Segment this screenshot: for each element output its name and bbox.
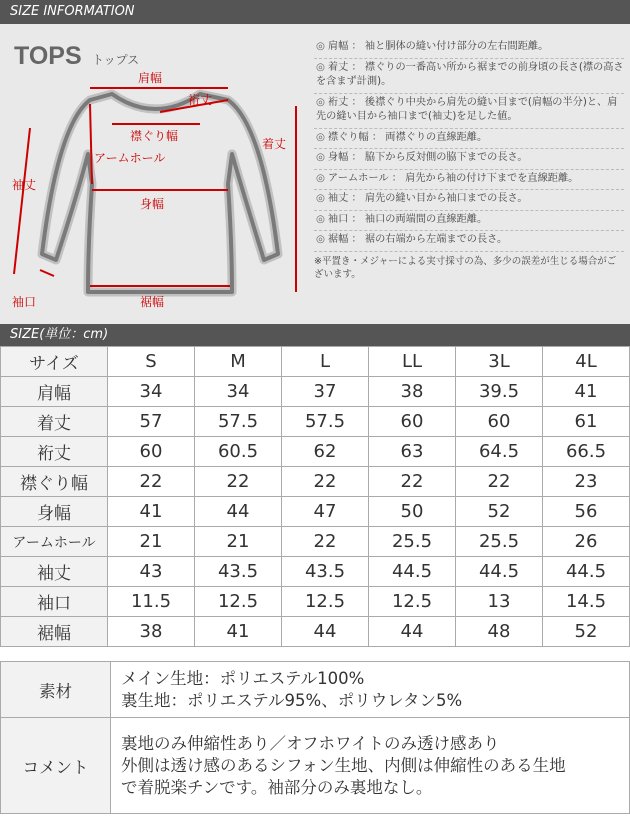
col-header-l: L <box>282 347 369 377</box>
row-header: 裄丈 <box>1 437 108 467</box>
size-value-cell: 56 <box>543 497 630 527</box>
note-sleeve: ◎ 袖丈 ： 肩先の縫い目から袖口までの長さ。 <box>314 190 624 211</box>
size-value-cell: 43.5 <box>195 557 282 587</box>
size-value-cell: 64.5 <box>456 437 543 467</box>
size-table-row <box>1 497 630 527</box>
size-value-cell: 44.5 <box>369 557 456 587</box>
size-value-cell: 37 <box>282 377 369 407</box>
label-sleeve: 袖丈 <box>12 178 37 192</box>
size-value-cell: 25.5 <box>456 527 543 557</box>
garment-diagram <box>0 24 310 324</box>
size-value-cell: 63 <box>369 437 456 467</box>
material-row <box>1 662 630 718</box>
size-value-cell: 44.5 <box>456 557 543 587</box>
material-label: 素材 <box>1 662 111 718</box>
col-header-4l: 4L <box>543 347 630 377</box>
size-value-cell: 22 <box>195 467 282 497</box>
label-armhole: アームホール <box>94 151 166 165</box>
size-value-cell: 52 <box>456 497 543 527</box>
row-header: 着丈 <box>1 407 108 437</box>
comment-label: コメント <box>1 718 111 814</box>
comment-value <box>111 718 630 814</box>
size-table-header-row <box>1 347 630 377</box>
label-cuff: 袖口 <box>12 295 37 309</box>
col-header-m: M <box>195 347 282 377</box>
label-hem: 裾幅 <box>140 295 165 309</box>
row-header: 袖丈 <box>1 557 108 587</box>
size-value-cell: 38 <box>108 617 195 647</box>
note-shoulder: ◎ 肩幅 ： 袖と胴体の縫い付け部分の左右間距離。 <box>314 38 624 59</box>
size-table-row <box>1 377 630 407</box>
note-length: ◎ 着丈 ： 襟ぐりの一番高い所から裾までの前身頃の長さ(襟の高さを含まず計測)。 <box>314 59 624 94</box>
size-value-cell: 13 <box>456 587 543 617</box>
size-value-cell: 57.5 <box>195 407 282 437</box>
size-value-cell: 12.5 <box>195 587 282 617</box>
note-armhole: ◎ アームホール ： 肩先から袖の付け下までを直線距離。 <box>314 170 624 191</box>
tops-kana: トップス <box>92 53 140 67</box>
size-value-cell: 12.5 <box>369 587 456 617</box>
col-header-3l: 3L <box>456 347 543 377</box>
material-comment-table <box>0 661 630 814</box>
size-section-header <box>0 324 630 346</box>
note-body: ◎ 身幅 ： 脇下から反対側の脇下までの長さ。 <box>314 149 624 170</box>
size-value-cell: 44 <box>369 617 456 647</box>
size-value-cell: 41 <box>195 617 282 647</box>
size-value-cell: 41 <box>108 497 195 527</box>
label-sleeve-total: 裄丈 <box>188 93 213 107</box>
cuff-measure <box>40 270 54 276</box>
size-section-title: SIZE(単位：cm) <box>10 327 109 342</box>
size-value-cell: 57 <box>108 407 195 437</box>
row-header: 襟ぐり幅 <box>1 467 108 497</box>
size-value-cell: 21 <box>108 527 195 557</box>
col-header-s: S <box>108 347 195 377</box>
size-value-cell: 60 <box>108 437 195 467</box>
size-value-cell: 34 <box>108 377 195 407</box>
size-value-cell: 60 <box>456 407 543 437</box>
size-table <box>0 346 630 647</box>
col-header-size: サイズ <box>1 347 108 377</box>
size-information-title: SIZE INFORMATION <box>10 4 135 19</box>
comment-line: 裏地のみ伸縮性あり／オフホワイトのみ透け感あり <box>121 733 500 753</box>
label-body: 身幅 <box>140 197 165 211</box>
size-table-row <box>1 587 630 617</box>
label-length: 着丈 <box>262 137 287 151</box>
size-information-header <box>0 0 630 24</box>
row-header: 裾幅 <box>1 617 108 647</box>
note-neck: ◎ 襟ぐり幅 ： 両襟ぐりの直線距離。 <box>314 129 624 150</box>
sleeve-measure <box>14 128 30 274</box>
comment-row <box>1 718 630 814</box>
size-value-cell: 61 <box>543 407 630 437</box>
size-value-cell: 26 <box>543 527 630 557</box>
size-value-cell: 22 <box>369 467 456 497</box>
size-table-row <box>1 407 630 437</box>
size-value-cell: 44 <box>282 617 369 647</box>
size-value-cell: 11.5 <box>108 587 195 617</box>
size-table-row <box>1 437 630 467</box>
size-value-cell: 62 <box>282 437 369 467</box>
size-value-cell: 44.5 <box>543 557 630 587</box>
size-value-cell: 52 <box>543 617 630 647</box>
size-value-cell: 57.5 <box>282 407 369 437</box>
measurement-footnote: ※平置き・メジャーによる実寸採寸の為、多少の誤差が生じる場合がございます。 <box>314 255 617 280</box>
size-value-cell: 22 <box>282 527 369 557</box>
size-value-cell: 23 <box>543 467 630 497</box>
size-table-row <box>1 467 630 497</box>
size-value-cell: 22 <box>456 467 543 497</box>
row-header: 身幅 <box>1 497 108 527</box>
size-value-cell: 43 <box>108 557 195 587</box>
size-value-cell: 22 <box>282 467 369 497</box>
col-header-ll: LL <box>369 347 456 377</box>
size-table-row <box>1 527 630 557</box>
size-value-cell: 44 <box>195 497 282 527</box>
size-value-cell: 22 <box>108 467 195 497</box>
size-value-cell: 47 <box>282 497 369 527</box>
size-value-cell: 41 <box>543 377 630 407</box>
label-neck: 襟ぐり幅 <box>130 129 179 143</box>
size-table-row <box>1 617 630 647</box>
row-header: 肩幅 <box>1 377 108 407</box>
size-value-cell: 39.5 <box>456 377 543 407</box>
size-value-cell: 48 <box>456 617 543 647</box>
row-header: 袖口 <box>1 587 108 617</box>
size-value-cell: 38 <box>369 377 456 407</box>
size-value-cell: 60.5 <box>195 437 282 467</box>
size-value-cell: 50 <box>369 497 456 527</box>
size-value-cell: 43.5 <box>282 557 369 587</box>
note-sleeve-total: ◎ 裄丈 ： 後襟ぐり中央から肩先の縫い目まで(肩幅の半分)と、肩先の縫い目から袖口まで(袖丈)を足した値。 <box>314 94 624 129</box>
size-table-row <box>1 557 630 587</box>
material-value <box>111 662 630 718</box>
material-line: メイン生地：ポリエステル100% <box>121 668 365 688</box>
comment-line: 外側は透け感のあるシフォン生地、内側は伸縮性のある生地 <box>121 755 566 775</box>
measurement-notes <box>314 38 624 281</box>
size-value-cell: 66.5 <box>543 437 630 467</box>
label-shoulder: 肩幅 <box>138 71 163 85</box>
tops-label: TOPS <box>14 42 82 70</box>
size-value-cell: 21 <box>195 527 282 557</box>
size-value-cell: 25.5 <box>369 527 456 557</box>
size-value-cell: 34 <box>195 377 282 407</box>
size-value-cell: 12.5 <box>282 587 369 617</box>
material-line: 裏生地：ポリエステル95%、ポリウレタン5% <box>121 690 463 710</box>
size-value-cell: 60 <box>369 407 456 437</box>
comment-line: で着脱楽チンです。袖部分のみ裏地なし。 <box>121 777 433 797</box>
note-cuff: ◎ 袖口 ： 袖口の両端間の直線距離。 <box>314 211 624 232</box>
note-hem: ◎ 裾幅 ： 裾の右端から左端までの長さ。 <box>314 231 624 252</box>
row-header: アームホール <box>1 527 108 557</box>
size-value-cell: 14.5 <box>543 587 630 617</box>
